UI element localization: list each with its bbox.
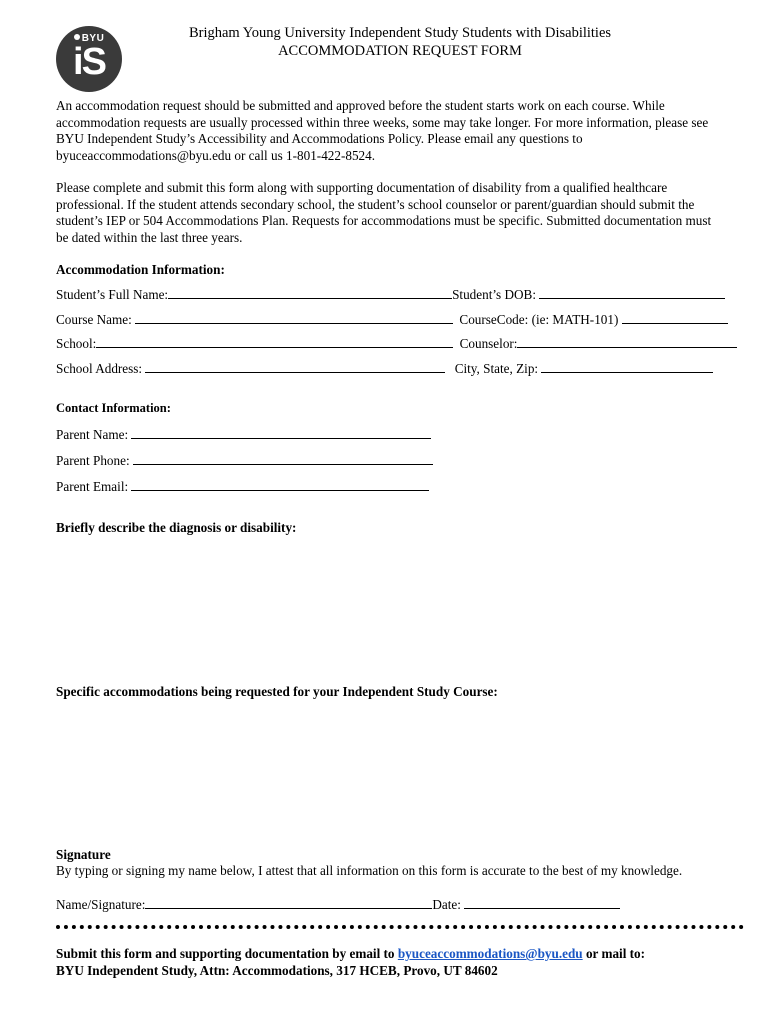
course-name-label: Course Name: — [56, 312, 132, 327]
accommodation-heading: Accommodation Information: — [56, 262, 225, 277]
diagnosis-response-area[interactable] — [56, 540, 744, 670]
intro-paragraph-1: An accommodation request should be submitted and approved before the student starts work on each course. While accommodation requests are usually processed within three weeks, some may take longer. For more information, please see BYU Independent Study’s Accessibility and Accommodations Policy. Please email any questions to byuceaccommodations@byu.edu or call us 1-801-422-8524. — [56, 98, 709, 163]
date-label: Date: — [432, 897, 461, 912]
footer-suffix: or mail to: — [582, 946, 646, 961]
contact-heading: Contact Information: — [56, 401, 171, 415]
footer-line2: BYU Independent Study, Attn: Accommodations, 317 HCEB, Provo, UT 84602 — [56, 963, 498, 978]
full-name-label: Student’s Full Name: — [56, 287, 169, 302]
course-code-label: CourseCode: (ie: MATH-101) — [459, 312, 619, 327]
row-course — [56, 311, 728, 328]
counselor-label: Counselor: — [459, 336, 518, 351]
signature-heading: Signature — [56, 847, 111, 862]
course-code-field[interactable] — [622, 311, 728, 324]
date-field[interactable] — [464, 896, 620, 909]
parent-phone-field[interactable] — [133, 452, 433, 465]
dob-field[interactable] — [539, 286, 725, 299]
course-name-field[interactable] — [135, 311, 453, 324]
row-name-dob — [56, 286, 725, 303]
parent-name-label: Parent Name: — [56, 427, 129, 442]
logo-dot-icon — [74, 34, 80, 40]
city-state-zip-field[interactable] — [541, 360, 713, 373]
requested-response-area[interactable] — [56, 704, 744, 839]
row-parent-phone — [56, 452, 433, 469]
name-signature-field[interactable] — [145, 896, 432, 909]
full-name-field[interactable] — [168, 286, 452, 299]
logo-byu-label: BYU — [81, 33, 105, 44]
parent-phone-label: Parent Phone: — [56, 453, 130, 468]
row-signature — [56, 896, 620, 913]
requested-heading: Specific accommodations being requested for your Independent Study Course: — [56, 684, 498, 699]
row-school — [56, 335, 737, 352]
form-title-line1: Brigham Young University Independent Study Students with Disabilities — [188, 25, 612, 41]
footer-line1 — [56, 946, 645, 962]
row-parent-name — [56, 426, 431, 443]
name-signature-label: Name/Signature: — [56, 897, 146, 912]
parent-email-field[interactable] — [131, 478, 429, 491]
signature-attest: By typing or signing my name below, I attest that all information on this form is accurate to the best of my knowledge. — [56, 863, 683, 878]
form-title-line2: ACCOMMODATION REQUEST FORM — [278, 43, 522, 59]
school-address-label: School Address: — [56, 361, 143, 376]
footer-prefix: Submit this form and supporting documentation by email to — [56, 946, 398, 961]
city-state-zip-label: City, State, Zip: — [454, 361, 539, 376]
dob-label: Student’s DOB: — [452, 287, 536, 302]
school-label: School: — [56, 336, 97, 351]
diagnosis-heading: Briefly describe the diagnosis or disability: — [56, 520, 297, 535]
row-address — [56, 360, 713, 377]
parent-email-label: Parent Email: — [56, 479, 129, 494]
logo-main-text: iS — [73, 41, 105, 83]
byu-is-logo — [56, 26, 122, 92]
counselor-field[interactable] — [517, 335, 737, 348]
parent-name-field[interactable] — [131, 426, 431, 439]
intro-paragraph-2: Please complete and submit this form along with supporting documentation of disability from a qualified healthcare professional. If the student attends secondary school, the student’s school counselor or parent/guardian should submit the student’s IEP or 504 Accommodations Plan. Requests for accommodations must be specific. Submitted documentation must be dated within the last three years. — [56, 180, 712, 245]
row-parent-email — [56, 478, 429, 495]
school-field[interactable] — [96, 335, 453, 348]
dotted-divider — [56, 925, 744, 938]
footer-email-link[interactable]: byuceaccommodations@byu.edu — [397, 946, 583, 961]
school-address-field[interactable] — [145, 360, 445, 373]
